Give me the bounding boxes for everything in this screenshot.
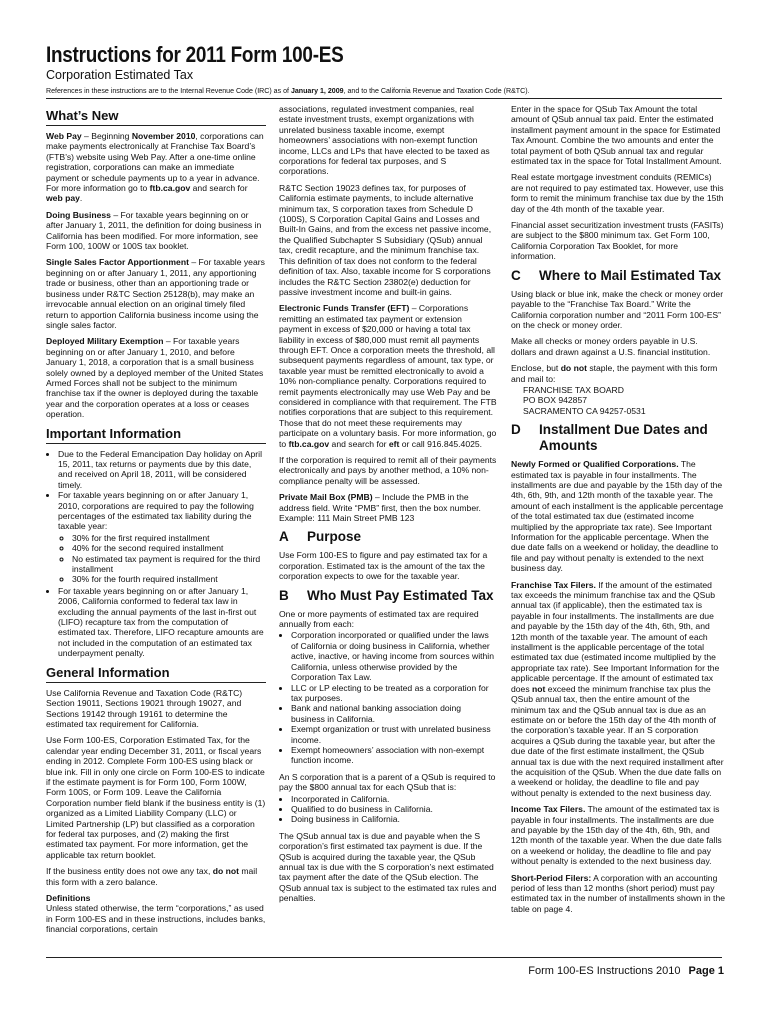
paragraph-income-tax: Income Tax Filers. The amount of the estimated tax is payable in four installments. The installments are due and payable by the 15th day of the 4th, 6th, 9th, and 12th month of the taxable year. When the due date falls on a weekend or holiday, the deadline to file and pay without penalty is extended to the next business day.: [511, 804, 722, 867]
paragraph: associations, regulated investment companies, real estate investment trusts, exempt organizations with unrelated business taxable income, exempt homeowners’ associations with non-exempt function income, LLCs and LPs that have elected to be taxed as corporations for federal tax purposes, and S corporations.: [279, 104, 490, 177]
paragraph: Financial asset securitization investment trusts (FASITs) are subject to the $800 minimum tax. Get Form 100, California Corporation Tax Booklet, for more information.: [511, 220, 724, 262]
list-item: • Qualified to do business in California.: [291, 804, 497, 814]
footer-rule: [46, 957, 722, 958]
paragraph: Use Form 100-ES, Corporation Estimated Tax, for the calendar year ending December 31, 2011, or fiscal years ending in 2012. Complete Form 100-ES using black or blue ink. Fill in only one circle on Form 100-ES to indicate if the estimate payment is for Form 100, Form 100W, Form 100S, or Form 109. Leave the California Corporation number field blank if the business entity is (1) organized as a Limited Liability Company (LLC) or Limited Partnership (LP) but classified as a corporation for federal tax purposes, and (2) making the first estimated tax payment. For more information, get the applicable tax return booklet.: [46, 735, 266, 860]
paragraph: Use Form 100-ES to figure and pay estimated tax for a corporation. Estimated tax is the amount of the tax the corporation expects to owe for the taxable year.: [279, 550, 488, 582]
percentage-list: [58, 533, 266, 585]
list-item: • For taxable years beginning on or after January 1, 2010, corporations are required to pay the following percentages of the estimated tax liability during the taxable year: ◦ 30% for the first required installment ◦ 40% for the second required installment ◦ No estimated tax payment is required for the third installment ◦ 30% for the fourth required installment: [58, 490, 266, 585]
qsub-list: [279, 794, 497, 825]
page-title: Instructions for 2011 Form 100-ES: [46, 42, 344, 67]
column-2: [279, 104, 497, 910]
list-item: ◦ 40% for the second required installment: [72, 543, 266, 553]
paragraph: Use California Revenue and Taxation Code (R&TC) Section 19011, Sections 19021 through 19027, and Sections 19142 through 19161 to determine the estimated tax requirement for California.: [46, 687, 243, 729]
paragraph: If the business entity does not owe any tax, do not mail this form with a zero balance.: [46, 866, 258, 887]
section-heading-d: D Installment Due Dates and Amounts: [511, 422, 708, 454]
paragraph-doing-business: Doing Business – For taxable years beginning on or after January 1, 2011, the definition for doing business in California has been modified. For more information, see Form 100, 100W or 100S tax booklet.: [46, 209, 262, 252]
address-line: PO BOX 942857: [523, 395, 588, 406]
paragraph-web-pay: Web Pay – Beginning November 2010, corporations can make payments electronically at Franchise Tax Board’s (FTB’s) website using Web Pay. After a one-time online registration, corporations can make an immediate payment or schedule payments up to a year in advance. For more information go to ftb.ca.gov and search for web pay.: [46, 131, 264, 204]
definitions-label: Definitions: [46, 893, 91, 903]
paragraph-single-sales: Single Sales Factor Apportionment – For taxable years beginning on or after January 1, 2011, any apportioning trade or business, other than an apportioning trade or business under R&TC Section 25128(b), may make an irrevocable annual election on an original timely filed return to apportion California business income using the single sales factor.: [46, 257, 265, 330]
list-item: • Bank and national banking association doing business in California.: [291, 703, 497, 724]
page-subtitle: Corporation Estimated Tax: [46, 68, 194, 82]
column-1: [46, 104, 266, 941]
paragraph: R&TC Section 19023 defines tax, for purposes of California estimate payments, to include alternative minimum tax, S corporation taxes from Schedule D (100S), S Corporation Capital Gains and Losses and Built-In Gains, and from the excess net passive income, the Qualified Subchapter S Subsidiary (QSub) annual tax, credit recapture, and the minimum franchise tax. This definition of tax does not conform to the federal definition of tax. Also, taxable income for S corporations includes the R&TC Section 23802(e) deduction for passive investment income and built-in gains.: [279, 182, 492, 297]
web-pay-link[interactable]: ftb.ca.gov: [149, 183, 191, 194]
paragraph-eft: Electronic Funds Transfer (EFT) – Corporations remitting an estimated tax payment or extension payment in excess of $20,000 or having a total tax liability in excess of $80,000 must remit all payments through EFT. Once a corporation meets the threshold, all subsequent payments regardless of amount, tax type, or taxable year must be remitted electronically to avoid a 10% non-compliance penalty. Corporations required to remit payments electronically may use Web Pay and be considered in compliance with that requirement. The FTB notifies corporations that are subject to this requirement. Those that do not meet these requirements may participate on a voluntary basis. For more information, go to ftb.ca.gov and search for eft or call 916.845.4025.: [279, 303, 497, 449]
paragraph: If the corporation is required to remit all of their payments electronically and pays by another method, a 10% non-compliance penalty will be assessed.: [279, 455, 497, 486]
paragraph: The QSub annual tax is due and payable when the S corporation’s first estimated tax payment is due. If the QSub is acquired during the taxable year, the QSub annual tax is due with the S corporation’s next estimated tax payment after the date of the QSub election. The QSub annual tax is subject to the estimated tax rules and penalties.: [279, 830, 497, 904]
section-heading-a: A Purpose: [279, 529, 362, 545]
eft-link[interactable]: ftb.ca.gov: [288, 438, 330, 449]
list-item: ◦ 30% for the fourth required installment: [72, 574, 266, 584]
important-list: [46, 449, 266, 659]
list-item: • Doing business in California.: [291, 814, 497, 824]
paragraph: Enclose, but do not staple, the payment with this form and mail to:: [511, 363, 718, 384]
mailing-address: [511, 385, 725, 416]
section-heading-c: C Where to Mail Estimated Tax: [511, 267, 722, 283]
list-item: • Corporation incorporated or qualified under the laws of California or doing business in California, whether active, inactive, or having income from sources within California, unless otherwise provided by the Corporation Tax Law.: [291, 630, 497, 682]
list-item: • LLC or LP electing to be treated as a corporation for tax purposes.: [291, 683, 497, 704]
section-heading-whats-new: What’s New: [46, 108, 266, 126]
page-footer: Form 100-ES Instructions 2010 Page 1: [528, 965, 724, 977]
address-line: SACRAMENTO CA 94257-0531: [523, 405, 646, 416]
paragraph-definitions: Unless stated otherwise, the term “corporations,” as used in Form 100-ES and in these instructions, includes banks, financial corporations, certain: [46, 903, 266, 935]
section-heading-important: Important Information: [46, 426, 266, 444]
list-item: • Due to the Federal Emancipation Day holiday on April 15, 2011, tax returns or payments due by this date, and received on April 18, 2011, will be considered timely.: [58, 449, 266, 491]
section-heading-b: B Who Must Pay Estimated Tax: [279, 587, 494, 603]
list-item: • Exempt organization or trust with unrelated business income.: [291, 724, 497, 745]
list-item: • Exempt homeowners’ association with non-exempt function income.: [291, 745, 497, 766]
header-rule: [46, 98, 722, 99]
reference-note: References in these instructions are to the Internal Revenue Code (IRC) as of January 1, 2009, and to the California Revenue and Taxation Code (R&TC).: [46, 86, 530, 95]
paragraph-franchise-tax: Franchise Tax Filers. If the amount of the estimated tax exceeds the minimum franchise tax and the QSub annual tax (if applicable), then the estimated tax is payable in four installments. The installments are due and payable by the 15th day of the 4th, 6th, 9th, and 12th month of the taxable year. The amount of each installment is the applicable percentage of the total estimated tax due (estimated income multiplied by the appropriate tax rate). See Important Information for the applicable percentage. If the amount of estimated tax does not exceed the minimum franchise tax plus the QSub annual tax, then the entire amount of the minimum tax and the QSub annual tax is due as an estimate on or before the 15th day of the 4th month of the corporation’s taxable year. If an S corporation acquires a QSub during the taxable year, but after the due date of the first estimate installment, the QSub annual tax is due with the next required installment after the acquisition of the QSub. When the due date falls on a weekend or holiday, the deadline to file and pay without penalty is extended to the next business day.: [511, 579, 724, 798]
address-line: FRANCHISE TAX BOARD: [523, 384, 624, 395]
list-item: ◦ 30% for the first required installment: [72, 533, 266, 543]
paragraph-military: Deployed Military Exemption – For taxable years beginning on or after January 1, 2010, and before January 1, 2018, a corporation that is a small business solely owned by a deployed member of the United States Armed Forces shall not be subject to the minimum franchise tax if the owner is deployed during the taxable year and the corporation operates at a loss or ceases operation.: [46, 336, 264, 420]
paragraph: Using black or blue ink, make the check or money order payable to the “Franchise Tax Board.” Write the California corporation number and “2011 Form 100-ES” on the check or money order.: [511, 288, 724, 330]
list-item: ◦ No estimated tax payment is required for the third installment: [72, 554, 266, 575]
paragraph-short-period: Short-Period Filers: A corporation with an accounting period of less than 12 months (short period) must pay estimated tax in the number of installments shown in the table on page 4.: [511, 872, 726, 914]
paragraph: Enter in the space for QSub Tax Amount the total amount of QSub annual tax paid. Enter the estimated installment payment amount in the space for Estimated Tax Amount. Combine the two amounts and enter the total payment of both QSub annual tax and regular estimated tax in the space for Total Installment Amount.: [511, 104, 722, 167]
page-number: Page 1: [688, 965, 724, 977]
paragraph: An S corporation that is a parent of a QSub is required to pay the $800 annual tax for each QSub that is:: [279, 771, 496, 793]
column-3: [511, 104, 725, 920]
paragraph-pmb: Private Mail Box (PMB) – Include the PMB in the address field. Write “PMB” first, then the box number. Example: 111 Main Street PMB 123: [279, 492, 481, 524]
section-heading-general: General Information: [46, 665, 266, 683]
list-item: • Incorporated in California.: [291, 794, 497, 804]
paragraph: One or more payments of estimated tax are required annually from each:: [279, 608, 479, 630]
who-must-pay-list: [279, 630, 497, 765]
paragraph: Real estate mortgage investment conduits (REMICs) are not required to pay estimated tax. However, use this form to remit the minimum franchise tax due by the 15th day of the 4th month of the taxable year.: [511, 172, 724, 214]
paragraph-newly-formed: Newly Formed or Qualified Corporations. The estimated tax is payable in four installments. The installments are due and payable by the 15th day of the 4th, 6th, 9th, and 12th month of the taxable year. The amount of each installment is the applicable percentage of the total estimated tax due (estimated income multiplied by the appropriate tax rate). See Important Information for the applicable percentage. When the due date falls on a weekend or holiday, the deadline to file and pay without penalty is extended to the next business day.: [511, 459, 724, 574]
paragraph: Make all checks or money orders payable in U.S. dollars and drawn against a U.S. financial institution.: [511, 336, 711, 357]
list-item: • For taxable years beginning on or after January 1, 2006, California conformed to federal tax law in excluding the annual payments of the last in-first out (LIFO) recapture tax from the computation of estimated tax. Therefore, LIFO recapture amounts are not included in the computation of an estimated tax underpayment penalty.: [58, 586, 266, 659]
